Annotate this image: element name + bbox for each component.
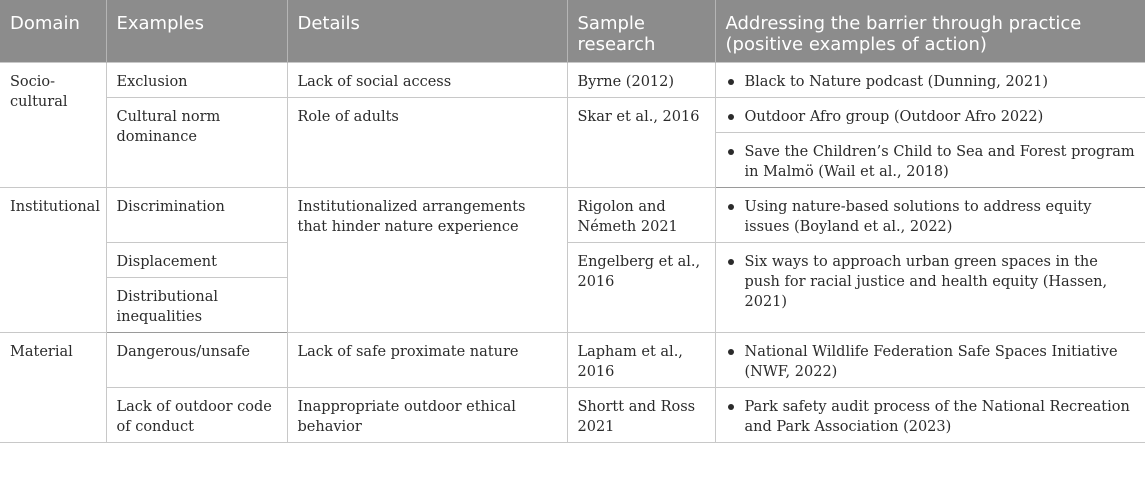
research-cell: Rigolon and Németh 2021	[567, 188, 715, 243]
details-cell: Role of adults	[287, 98, 567, 188]
action-item: National Wildlife Federation Safe Spaces Initiative (NWF, 2022)	[726, 342, 1136, 382]
table-row	[0, 98, 1145, 133]
action-cell	[715, 333, 1145, 388]
action-item: Black to Nature podcast (Dunning, 2021)	[726, 72, 1136, 92]
domain-cell: Socio-cultural	[0, 63, 106, 188]
action-cell	[715, 133, 1145, 188]
example-cell: Displacement	[106, 243, 287, 278]
table-row	[0, 243, 1145, 278]
action-cell	[715, 188, 1145, 243]
header-addressing: Addressing the barrier through practice (positive examples of action)	[715, 0, 1145, 63]
details-cell: Lack of social access	[287, 63, 567, 98]
action-item: Park safety audit process of the National Recreation and Park Association (2023)	[726, 397, 1136, 437]
example-cell: Distributional inequalities	[106, 278, 287, 333]
table-row	[0, 63, 1145, 98]
header-details: Details	[287, 0, 567, 63]
header-sample-research: Sample research	[567, 0, 715, 63]
research-cell: Lapham et al., 2016	[567, 333, 715, 388]
table-row	[0, 188, 1145, 243]
domain-cell: Material	[0, 333, 106, 443]
details-cell: Institutionalized arrangements that hinder nature experience	[287, 188, 567, 333]
header-row	[0, 0, 1145, 63]
action-cell	[715, 98, 1145, 133]
action-item: Outdoor Afro group (Outdoor Afro 2022)	[726, 107, 1136, 127]
table-row	[0, 388, 1145, 443]
action-cell	[715, 388, 1145, 443]
domain-cell: Institutional	[0, 188, 106, 333]
action-item: Save the Children’s Child to Sea and Forest program in Malmö (Wail et al., 2018)	[726, 142, 1136, 182]
example-cell: Cultural norm dominance	[106, 98, 287, 188]
example-cell: Exclusion	[106, 63, 287, 98]
research-cell: Engelberg et al., 2016	[567, 243, 715, 333]
example-cell: Dangerous/unsafe	[106, 333, 287, 388]
header-domain: Domain	[0, 0, 106, 63]
table-row	[0, 333, 1145, 388]
action-item: Using nature-based solutions to address equity issues (Boyland et al., 2022)	[726, 197, 1136, 237]
action-cell	[715, 63, 1145, 98]
action-item: Six ways to approach urban green spaces in the push for racial justice and health equity (Hassen, 2021)	[726, 252, 1136, 312]
research-cell: Skar et al., 2016	[567, 98, 715, 188]
header-examples: Examples	[106, 0, 287, 63]
research-cell: Shortt and Ross 2021	[567, 388, 715, 443]
research-cell: Byrne (2012)	[567, 63, 715, 98]
example-cell: Lack of outdoor code of conduct	[106, 388, 287, 443]
details-cell: Inappropriate outdoor ethical behavior	[287, 388, 567, 443]
action-cell	[715, 243, 1145, 333]
example-cell: Discrimination	[106, 188, 287, 243]
details-cell: Lack of safe proximate nature	[287, 333, 567, 388]
